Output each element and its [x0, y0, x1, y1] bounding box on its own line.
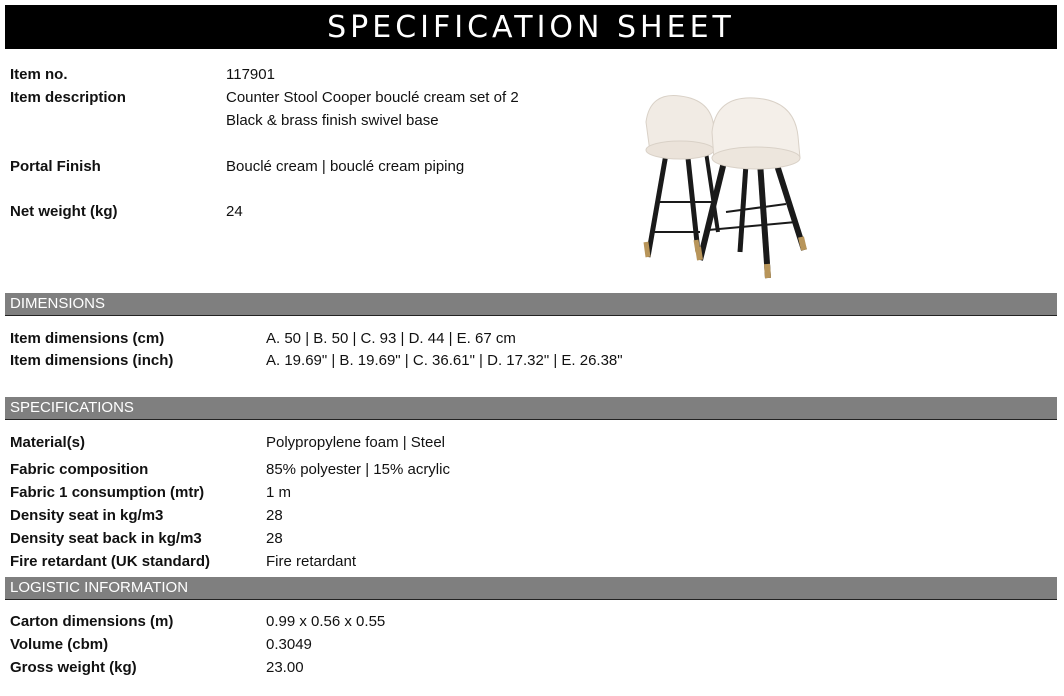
spec-label: Density seat back in kg/m3: [10, 530, 202, 547]
spec-value: 28: [266, 530, 283, 547]
logistics-label: Volume (cbm): [10, 636, 109, 653]
title-bar: [5, 5, 1057, 49]
item-description-line1: Counter Stool Cooper bouclé cream set of 2: [226, 89, 519, 106]
logistics-label: Gross weight (kg): [10, 659, 137, 676]
portal-finish-label: Portal Finish: [10, 158, 101, 175]
logistics-value: 23.00: [266, 659, 304, 676]
dim-inch-value: A. 19.69" | B. 19.69" | C. 36.61" | D. 17.32" | E. 26.38": [266, 352, 623, 369]
spec-label: Fabric composition: [10, 461, 149, 478]
specifications-header: [5, 397, 1057, 420]
front-stool-icon: [698, 98, 804, 278]
logistics-heading: LOGISTIC INFORMATION: [10, 579, 189, 596]
dim-cm-label: Item dimensions (cm): [10, 330, 165, 347]
specifications-heading: SPECIFICATIONS: [10, 399, 134, 416]
logistics-value: 0.3049: [266, 636, 312, 653]
item-description-line2: Black & brass finish swivel base: [226, 112, 439, 129]
spec-value: 85% polyester | 15% acrylic: [266, 461, 450, 478]
spec-label: Density seat in kg/m3: [10, 507, 164, 524]
spec-label: Fabric 1 consumption (mtr): [10, 484, 205, 501]
dim-cm-value: A. 50 | B. 50 | C. 93 | D. 44 | E. 67 cm: [266, 330, 516, 347]
portal-finish-value: Bouclé cream | bouclé cream piping: [226, 158, 465, 175]
spec-value: Fire retardant: [266, 553, 357, 570]
spec-label: Material(s): [10, 434, 86, 451]
net-weight-value: 24: [226, 203, 243, 220]
page-title: SPECIFICATION SHEET: [327, 9, 735, 45]
item-description-label: Item description: [10, 89, 126, 106]
dimensions-header: [5, 293, 1057, 316]
spec-value: 1 m: [266, 484, 292, 501]
item-no-label: Item no.: [10, 66, 68, 83]
spec-value: Polypropylene foam | Steel: [266, 434, 445, 451]
product-image: [636, 92, 816, 284]
dimensions-heading: DIMENSIONS: [10, 295, 106, 312]
logistics-header: [5, 577, 1057, 600]
logistics-label: Carton dimensions (m): [10, 613, 174, 630]
net-weight-label: Net weight (kg): [10, 203, 118, 220]
item-no-value: 117901: [226, 66, 275, 83]
logistics-value: 0.99 x 0.56 x 0.55: [266, 613, 386, 630]
spec-label: Fire retardant (UK standard): [10, 553, 211, 570]
spec-value: 28: [266, 507, 283, 524]
dim-inch-label: Item dimensions (inch): [10, 352, 174, 369]
